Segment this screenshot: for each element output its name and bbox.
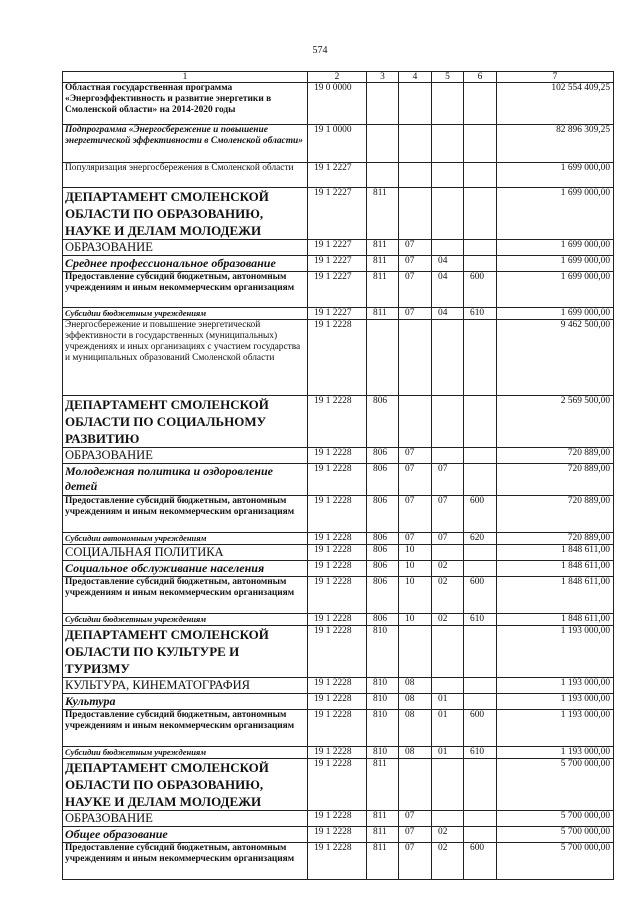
row-name-cell: Субсидии бюджетным учреждениям [63, 747, 308, 759]
table-row [63, 694, 614, 710]
classifier-code-cell: 19 1 2228 [308, 843, 367, 880]
classifier-code-cell: 19 1 2228 [308, 759, 367, 811]
section-code-cell [399, 320, 432, 396]
classifier-code-cell: 19 1 2228 [308, 396, 367, 448]
expense-type-cell [464, 163, 497, 188]
classifier-code-cell: 19 1 2228 [308, 561, 367, 577]
table-row [63, 626, 614, 678]
table-row [63, 747, 614, 759]
amount-cell: 1 699 000,00 [497, 188, 614, 240]
amount-cell: 1 193 000,00 [497, 710, 614, 747]
classifier-code-cell: 19 1 2227 [308, 308, 367, 320]
expense-type-cell: 610 [464, 747, 497, 759]
row-name-cell: Подпрограмма «Энергосбережение и повышение энергетической эффективности в Смоленской области» [63, 125, 308, 163]
amount-cell: 1 699 000,00 [497, 308, 614, 320]
expense-type-cell: 600 [464, 577, 497, 614]
row-name-cell: Социальное обслуживание населения [63, 561, 308, 577]
amount-cell: 1 193 000,00 [497, 747, 614, 759]
classifier-code-cell: 19 0 0000 [308, 83, 367, 125]
section-code-cell [399, 125, 432, 163]
expense-type-cell [464, 125, 497, 163]
row-name-cell: КУЛЬТУРА, КИНЕМАТОГРАФИЯ [63, 678, 308, 694]
table-row [63, 710, 614, 747]
department-code-cell: 811 [367, 843, 399, 880]
row-name-cell: Предоставление субсидий бюджетным, автономным учреждениям и иным некоммерческим организациям [63, 843, 308, 880]
department-code-cell: 811 [367, 759, 399, 811]
classifier-code-cell: 19 1 2228 [308, 678, 367, 694]
department-code-cell: 806 [367, 448, 399, 464]
expense-type-cell [464, 694, 497, 710]
amount-cell: 82 896 309,25 [497, 125, 614, 163]
budget-table [62, 71, 614, 880]
table-row [63, 272, 614, 308]
subsection-code-cell: 02 [432, 561, 464, 577]
subsection-code-cell: 07 [432, 496, 464, 533]
department-code-cell: 806 [367, 577, 399, 614]
expense-type-cell [464, 188, 497, 240]
row-name-cell: ОБРАЗОВАНИЕ [63, 448, 308, 464]
row-name-cell: Среднее профессиональное образование [63, 256, 308, 272]
row-name-cell: Энергосбережение и повышение энергетической эффективности в государственных (муниципальных) учреждениях и иных организациях с участием государства и муниципальных образований Смоленской области [63, 320, 308, 396]
row-name-cell: Предоставление субсидий бюджетным, автономным учреждениям и иным некоммерческим организациям [63, 710, 308, 747]
table-row [63, 83, 614, 125]
section-code-cell: 08 [399, 710, 432, 747]
department-code-cell: 811 [367, 256, 399, 272]
classifier-code-cell: 19 1 2228 [308, 448, 367, 464]
row-name-cell: СОЦИАЛЬНАЯ ПОЛИТИКА [63, 545, 308, 561]
section-code-cell: 07 [399, 448, 432, 464]
expense-type-cell: 600 [464, 496, 497, 533]
subsection-code-cell: 01 [432, 694, 464, 710]
department-code-cell: 810 [367, 678, 399, 694]
subsection-code-cell: 04 [432, 272, 464, 308]
table-row [63, 759, 614, 811]
subsection-code-cell: 01 [432, 710, 464, 747]
classifier-code-cell: 19 1 2228 [308, 626, 367, 678]
department-code-cell: 806 [367, 545, 399, 561]
section-code-cell: 10 [399, 614, 432, 626]
subsection-code-cell [432, 811, 464, 827]
subsection-code-cell [432, 545, 464, 561]
table-row [63, 533, 614, 545]
subsection-code-cell [432, 759, 464, 811]
classifier-code-cell: 19 1 2228 [308, 811, 367, 827]
department-code-cell [367, 163, 399, 188]
expense-type-cell: 620 [464, 533, 497, 545]
department-code-cell: 811 [367, 811, 399, 827]
table-row [63, 614, 614, 626]
department-code-cell: 811 [367, 272, 399, 308]
department-code-cell: 806 [367, 496, 399, 533]
department-code-cell: 806 [367, 396, 399, 448]
amount-cell: 1 193 000,00 [497, 626, 614, 678]
department-code-cell: 806 [367, 561, 399, 577]
section-code-cell: 07 [399, 811, 432, 827]
expense-type-cell [464, 545, 497, 561]
column-number: 5 [432, 72, 464, 83]
amount-cell: 1 699 000,00 [497, 272, 614, 308]
table-row [63, 188, 614, 240]
section-code-cell: 07 [399, 308, 432, 320]
amount-cell: 720 889,00 [497, 496, 614, 533]
subsection-code-cell: 02 [432, 827, 464, 843]
row-name-cell: Культура [63, 694, 308, 710]
classifier-code-cell: 19 1 2228 [308, 545, 367, 561]
row-name-cell: ДЕПАРТАМЕНТ СМОЛЕНСКОЙ ОБЛАСТИ ПО ОБРАЗОВАНИЮ, НАУКЕ И ДЕЛАМ МОЛОДЕЖИ [63, 759, 308, 811]
subsection-code-cell: 02 [432, 843, 464, 880]
expense-type-cell [464, 759, 497, 811]
column-number: 7 [497, 72, 614, 83]
subsection-code-cell: 04 [432, 308, 464, 320]
table-row [63, 678, 614, 694]
row-name-cell: ДЕПАРТАМЕНТ СМОЛЕНСКОЙ ОБЛАСТИ ПО КУЛЬТУРЕ И ТУРИЗМУ [63, 626, 308, 678]
row-name-cell: Субсидии бюджетным учреждениям [63, 308, 308, 320]
section-code-cell [399, 83, 432, 125]
classifier-code-cell: 19 1 2228 [308, 320, 367, 396]
row-name-cell: Общее образование [63, 827, 308, 843]
table-body [63, 83, 614, 880]
section-code-cell [399, 396, 432, 448]
amount-cell: 2 569 500,00 [497, 396, 614, 448]
table-row [63, 577, 614, 614]
expense-type-cell [464, 320, 497, 396]
column-number: 4 [399, 72, 432, 83]
table-row [63, 545, 614, 561]
column-number: 1 [63, 72, 308, 83]
subsection-code-cell [432, 448, 464, 464]
subsection-code-cell [432, 320, 464, 396]
row-name-cell: Молодежная политика и оздоровление детей [63, 464, 308, 496]
row-name-cell: ДЕПАРТАМЕНТ СМОЛЕНСКОЙ ОБЛАСТИ ПО СОЦИАЛЬНОМУ РАЗВИТИЮ [63, 396, 308, 448]
amount-cell: 102 554 409,25 [497, 83, 614, 125]
subsection-code-cell: 07 [432, 464, 464, 496]
column-number-row [63, 72, 614, 83]
subsection-code-cell: 07 [432, 533, 464, 545]
column-number: 2 [308, 72, 367, 83]
expense-type-cell [464, 83, 497, 125]
subsection-code-cell [432, 83, 464, 125]
table-row [63, 464, 614, 496]
department-code-cell [367, 83, 399, 125]
section-code-cell: 08 [399, 747, 432, 759]
classifier-code-cell: 19 1 2228 [308, 577, 367, 614]
department-code-cell [367, 320, 399, 396]
department-code-cell: 811 [367, 308, 399, 320]
subsection-code-cell: 02 [432, 577, 464, 614]
expense-type-cell [464, 626, 497, 678]
department-code-cell: 810 [367, 747, 399, 759]
table-row [63, 125, 614, 163]
section-code-cell: 07 [399, 464, 432, 496]
section-code-cell: 07 [399, 843, 432, 880]
section-code-cell: 07 [399, 533, 432, 545]
table-row [63, 811, 614, 827]
amount-cell: 1 848 611,00 [497, 614, 614, 626]
table-row [63, 308, 614, 320]
section-code-cell: 10 [399, 545, 432, 561]
row-name-cell: ОБРАЗОВАНИЕ [63, 240, 308, 256]
expense-type-cell [464, 240, 497, 256]
classifier-code-cell: 19 1 2228 [308, 694, 367, 710]
department-code-cell: 810 [367, 710, 399, 747]
section-code-cell: 10 [399, 561, 432, 577]
classifier-code-cell: 19 1 2227 [308, 256, 367, 272]
amount-cell: 1 193 000,00 [497, 694, 614, 710]
classifier-code-cell: 19 1 2227 [308, 240, 367, 256]
subsection-code-cell [432, 163, 464, 188]
section-code-cell: 08 [399, 694, 432, 710]
section-code-cell: 10 [399, 577, 432, 614]
expense-type-cell [464, 811, 497, 827]
subsection-code-cell [432, 678, 464, 694]
amount-cell: 5 700 000,00 [497, 811, 614, 827]
table-row [63, 163, 614, 188]
department-code-cell: 810 [367, 626, 399, 678]
amount-cell: 1 699 000,00 [497, 256, 614, 272]
department-code-cell: 811 [367, 188, 399, 240]
section-code-cell: 07 [399, 256, 432, 272]
column-number: 3 [367, 72, 399, 83]
column-number: 6 [464, 72, 497, 83]
amount-cell: 720 889,00 [497, 448, 614, 464]
table-row [63, 396, 614, 448]
section-code-cell [399, 163, 432, 188]
section-code-cell [399, 759, 432, 811]
subsection-code-cell [432, 188, 464, 240]
classifier-code-cell: 19 1 2228 [308, 614, 367, 626]
subsection-code-cell [432, 626, 464, 678]
section-code-cell: 08 [399, 678, 432, 694]
table-row [63, 827, 614, 843]
classifier-code-cell: 19 1 2228 [308, 533, 367, 545]
section-code-cell: 07 [399, 272, 432, 308]
amount-cell: 1 848 611,00 [497, 561, 614, 577]
table-row [63, 240, 614, 256]
subsection-code-cell [432, 396, 464, 448]
table-row [63, 561, 614, 577]
table-row [63, 320, 614, 396]
department-code-cell: 806 [367, 533, 399, 545]
classifier-code-cell: 19 1 2227 [308, 272, 367, 308]
expense-type-cell: 610 [464, 308, 497, 320]
classifier-code-cell: 19 1 2227 [308, 188, 367, 240]
expense-type-cell: 600 [464, 710, 497, 747]
department-code-cell: 806 [367, 614, 399, 626]
row-name-cell: Субсидии автономным учреждениям [63, 533, 308, 545]
amount-cell: 9 462 500,00 [497, 320, 614, 396]
row-name-cell: Предоставление субсидий бюджетным, автономным учреждениям и иным некоммерческим организациям [63, 272, 308, 308]
subsection-code-cell: 02 [432, 614, 464, 626]
row-name-cell: Предоставление субсидий бюджетным, автономным учреждениям и иным некоммерческим организациям [63, 577, 308, 614]
expense-type-cell: 600 [464, 843, 497, 880]
table-row [63, 448, 614, 464]
amount-cell: 720 889,00 [497, 464, 614, 496]
table-row [63, 496, 614, 533]
subsection-code-cell [432, 125, 464, 163]
classifier-code-cell: 19 1 0000 [308, 125, 367, 163]
expense-type-cell [464, 827, 497, 843]
expense-type-cell [464, 464, 497, 496]
subsection-code-cell: 01 [432, 747, 464, 759]
amount-cell: 1 699 000,00 [497, 163, 614, 188]
amount-cell: 1 848 611,00 [497, 577, 614, 614]
department-code-cell: 811 [367, 240, 399, 256]
row-name-cell: Предоставление субсидий бюджетным, автономным учреждениям и иным некоммерческим организациям [63, 496, 308, 533]
amount-cell: 1 848 611,00 [497, 545, 614, 561]
amount-cell: 1 699 000,00 [497, 240, 614, 256]
row-name-cell: ДЕПАРТАМЕНТ СМОЛЕНСКОЙ ОБЛАСТИ ПО ОБРАЗОВАНИЮ, НАУКЕ И ДЕЛАМ МОЛОДЕЖИ [63, 188, 308, 240]
classifier-code-cell: 19 1 2228 [308, 827, 367, 843]
expense-type-cell [464, 256, 497, 272]
expense-type-cell [464, 448, 497, 464]
department-code-cell: 806 [367, 464, 399, 496]
amount-cell: 1 193 000,00 [497, 678, 614, 694]
amount-cell: 720 889,00 [497, 533, 614, 545]
amount-cell: 5 700 000,00 [497, 843, 614, 880]
row-name-cell: Популяризация энергосбережения в Смоленской области [63, 163, 308, 188]
classifier-code-cell: 19 1 2228 [308, 710, 367, 747]
section-code-cell [399, 626, 432, 678]
classifier-code-cell: 19 1 2228 [308, 747, 367, 759]
expense-type-cell [464, 561, 497, 577]
row-name-cell: Субсидии бюджетным учреждениям [63, 614, 308, 626]
expense-type-cell [464, 678, 497, 694]
expense-type-cell: 600 [464, 272, 497, 308]
row-name-cell: ОБРАЗОВАНИЕ [63, 811, 308, 827]
classifier-code-cell: 19 1 2227 [308, 163, 367, 188]
classifier-code-cell: 19 1 2228 [308, 496, 367, 533]
expense-type-cell [464, 396, 497, 448]
section-code-cell [399, 188, 432, 240]
subsection-code-cell [432, 240, 464, 256]
subsection-code-cell: 04 [432, 256, 464, 272]
amount-cell: 5 700 000,00 [497, 759, 614, 811]
section-code-cell: 07 [399, 496, 432, 533]
table-row [63, 256, 614, 272]
table-row [63, 843, 614, 880]
department-code-cell [367, 125, 399, 163]
amount-cell: 5 700 000,00 [497, 827, 614, 843]
expense-type-cell: 610 [464, 614, 497, 626]
section-code-cell: 07 [399, 240, 432, 256]
classifier-code-cell: 19 1 2228 [308, 464, 367, 496]
section-code-cell: 07 [399, 827, 432, 843]
page-number: 574 [312, 45, 328, 56]
department-code-cell: 810 [367, 694, 399, 710]
department-code-cell: 811 [367, 827, 399, 843]
row-name-cell: Областная государственная программа «Энергоэффективность и развитие энергетики в Смоленской области» на 2014-2020 годы [63, 83, 308, 125]
